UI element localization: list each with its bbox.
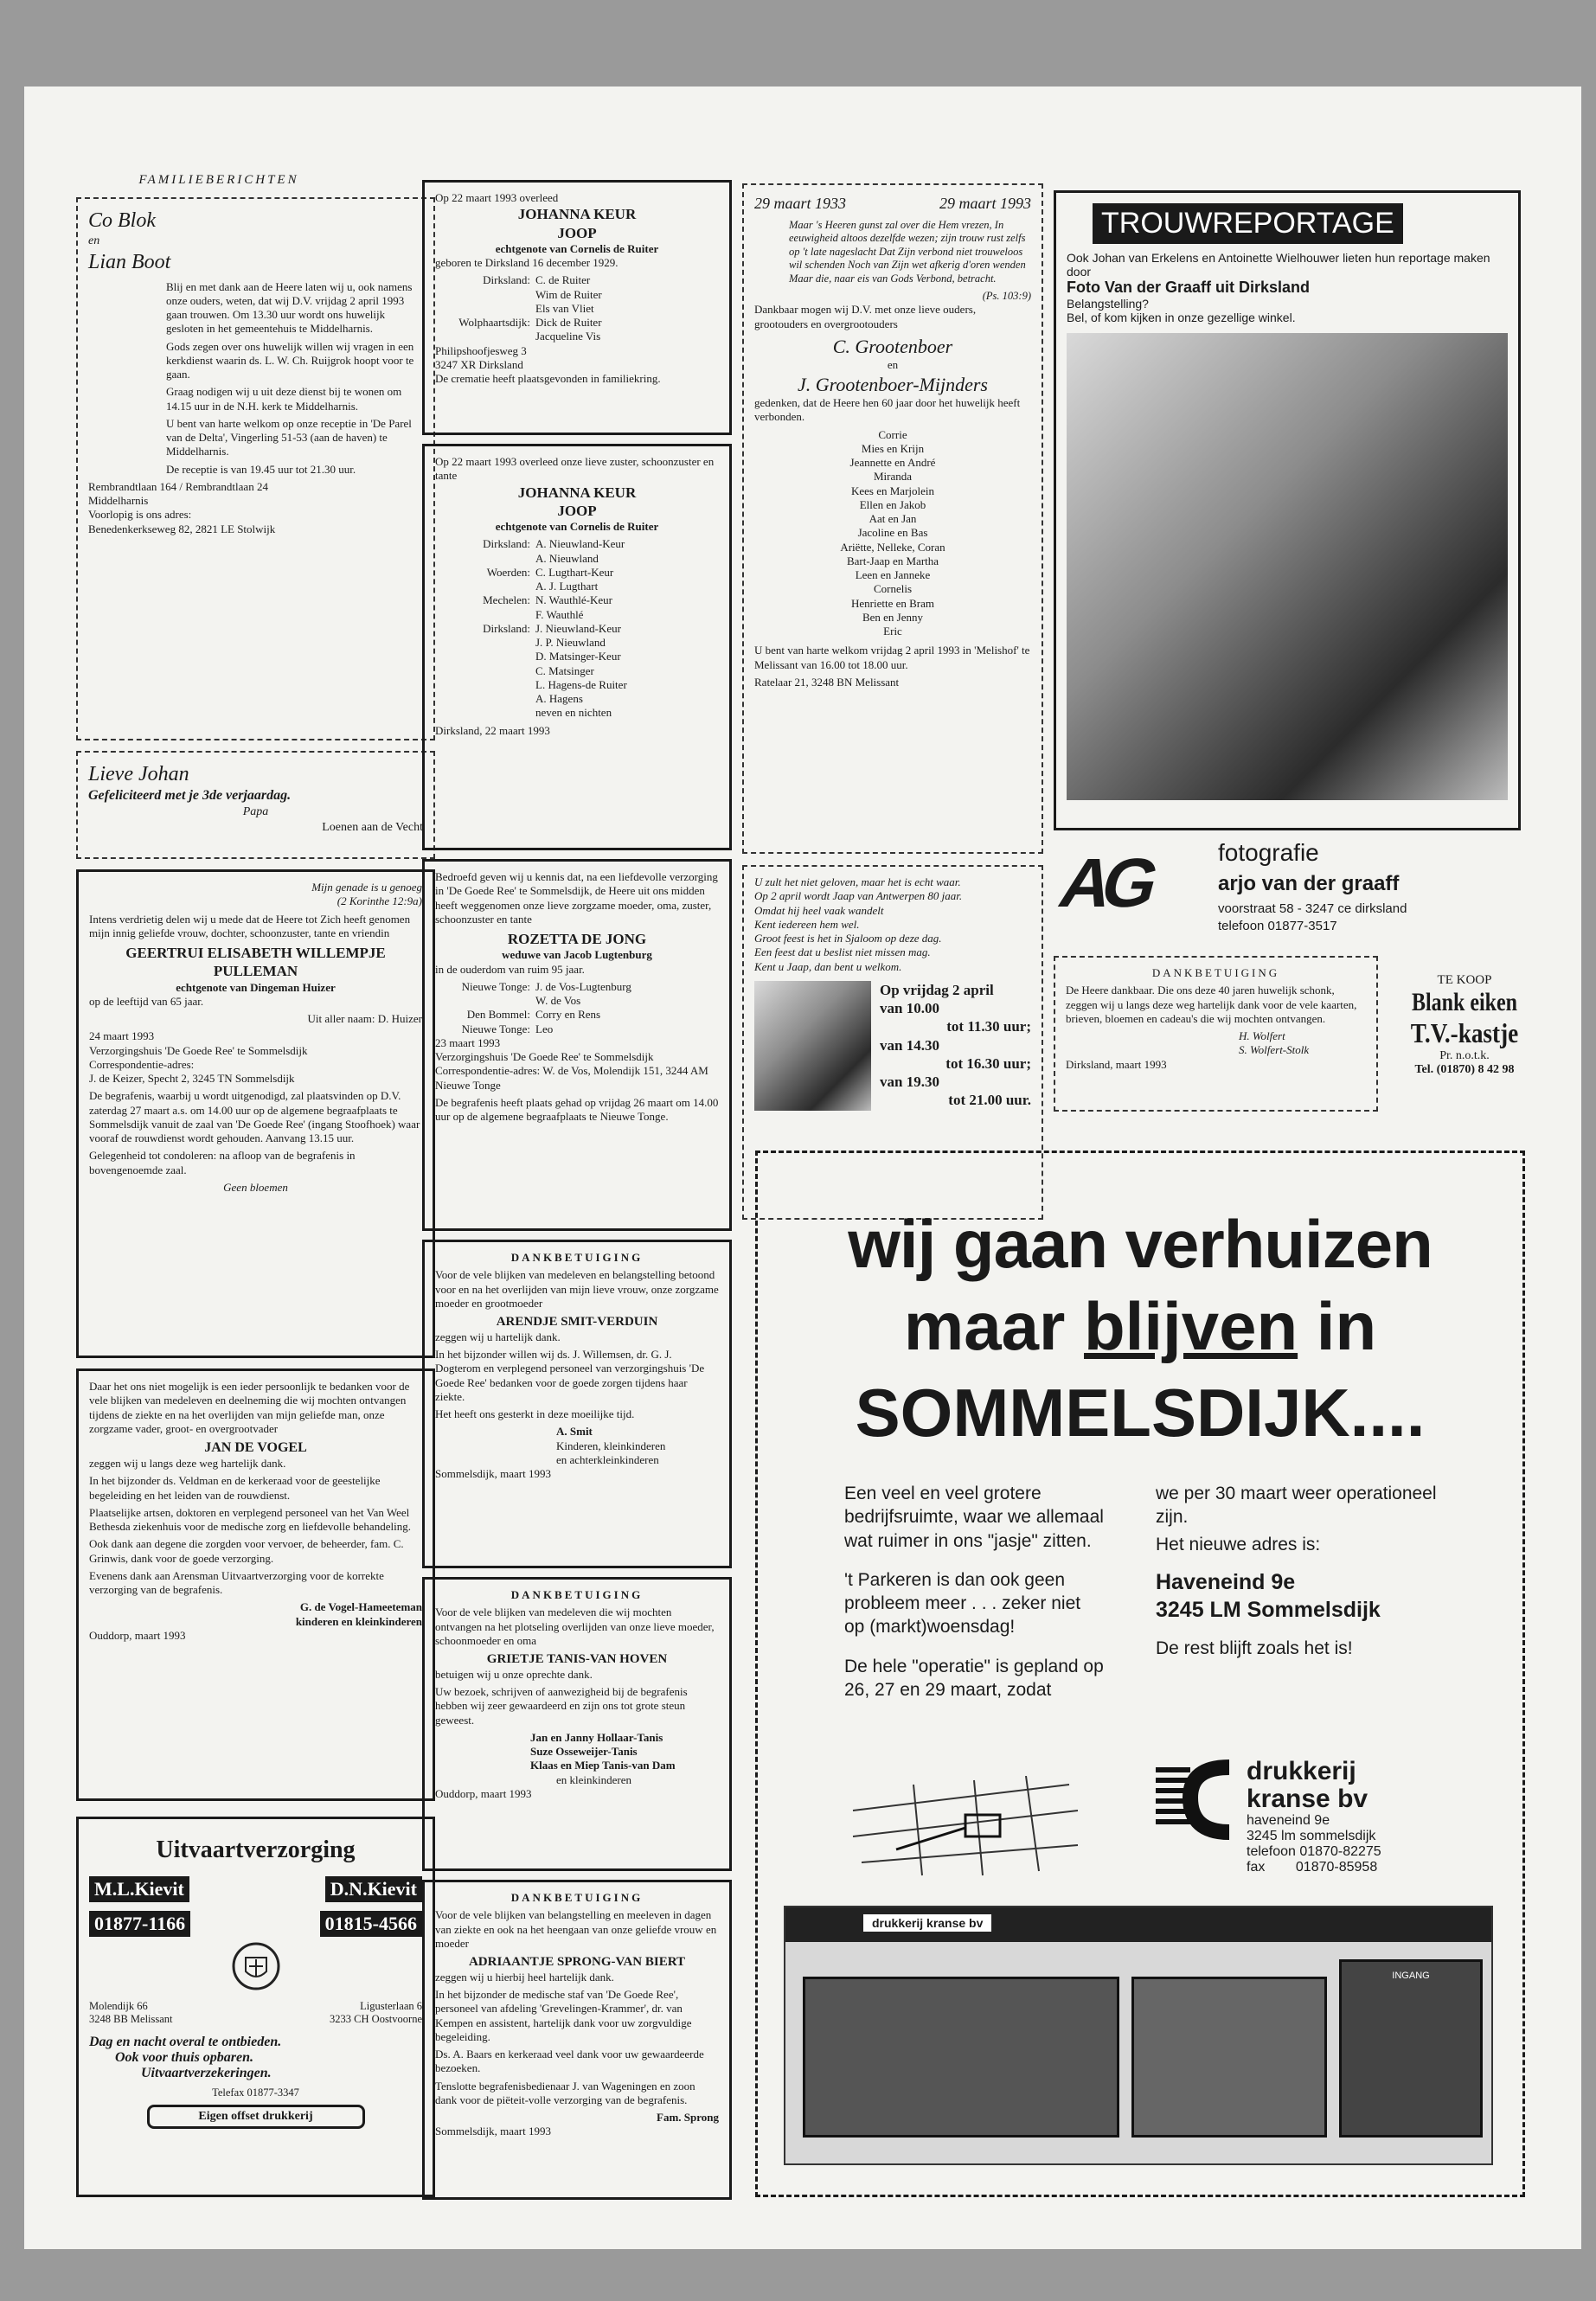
ad-phone-1: 01877-1166 — [89, 1911, 190, 1937]
anniv-text: Dankbaar mogen wij D.V. met onze lieve ouders, grootouders en overgrootouders — [754, 303, 977, 330]
thanks-intro: Voor de vele blijken van medeleven die wij mochten ontvangen na het plotseling overlijden van onze lieve moeder, schoonmoeder en oma — [435, 1606, 715, 1647]
wedding-photo — [1067, 333, 1508, 800]
co-name-2: kranse bv — [1247, 1785, 1368, 1813]
jaap-line-5: Groot feest is het in Sjaloom op deze dag. — [754, 932, 942, 945]
mourner-name: A. Hagens — [535, 692, 583, 705]
thanks-text: De Heere dankbaar. Die ons deze 40 jaren huwelijk schonk, zeggen wij u langs deze weg hartelijk dank voor de vele kaarten, brieven, bloemen en cadeau's die wij mochten ontvangen. — [1066, 984, 1357, 1025]
mourner-place — [435, 692, 535, 706]
thanks-text-2: zeggen wij u langs deze weg hartelijk dank. — [89, 1457, 286, 1470]
moving-right-5: De rest blijft zoals het is! — [1156, 1638, 1353, 1658]
mourner-name: D. Matsinger-Keur — [535, 650, 621, 663]
building-drawing — [784, 1906, 1493, 2165]
mourner-place — [435, 608, 535, 622]
deceased-name: JOHANNA KEUR — [517, 206, 637, 223]
moving-left-3: De hele "operatie" is gepland op 26, 27 en 29 maart, zodat — [844, 1656, 1104, 1701]
co-fax: fax 01870-85958 — [1247, 1860, 1378, 1875]
mourner-name: Dick de Ruiter — [535, 316, 602, 329]
thanks-intro: Voor de vele blijken van belangstelling en meeleven in dagen van ziekte en ook na het heengaan van onze geliefde vrouw en moeder — [435, 1908, 717, 1950]
mourner-row — [435, 302, 719, 316]
mourner-place — [435, 664, 535, 678]
family-member: Mies en Krijn — [861, 441, 925, 455]
age-line: op de leeftijd van 65 jaar. — [89, 994, 204, 1008]
thanks-title: DANKBETUIGING — [1151, 966, 1280, 979]
thanks-text-5: Tenslotte begrafenisbedienaar J. van Wageningen en zoon dank voor de piëteit-volle verzorging van de begrafenis. — [435, 2079, 695, 2106]
wife-name: J. Grootenboer-Mijnders — [798, 373, 988, 395]
time-from: Op vrijdag 2 april — [880, 981, 994, 998]
obit-intro: Op 22 maart 1993 overleed onze lieve zuster, schoonzuster en tante — [435, 455, 715, 483]
ad-slogan-2: Ook voor thuis opbaren. — [115, 2050, 254, 2065]
spouse-line: weduwe van Jacob Lugtenburg — [502, 948, 652, 962]
moving-ad — [755, 1150, 1525, 2197]
co-name-1: drukkerij — [1247, 1757, 1356, 1785]
wedding-addr-4: Benedenkerkseweg 82, 2821 LE Stolwijk — [88, 522, 276, 535]
mourner-row — [435, 330, 719, 343]
mourner-row — [435, 537, 719, 551]
mourner-place — [435, 706, 535, 720]
thanks-sprong — [422, 1880, 732, 2200]
trouw-title: TROUWREPORTAGE — [1093, 203, 1403, 244]
obituary-de-jong — [422, 859, 732, 1231]
thanks-smit — [422, 1240, 732, 1568]
anniv-date-1: 29 maart 1933 — [754, 195, 847, 212]
moving-right-1: we per 30 maart weer operationeel zijn. — [1156, 1484, 1437, 1528]
thanks-tanis — [422, 1577, 732, 1871]
jaap-line-6: Een feest dat u beslist niet missen mag. — [754, 945, 931, 959]
mourner-place — [435, 288, 535, 302]
trouw-text-1: Ook Johan van Erkelens en Antoinette Wielhouwer lieten hun reportage maken door — [1067, 251, 1490, 279]
corr-label: Correspondentie-adres: — [89, 1057, 195, 1071]
obit-date: 23 maart 1993 — [435, 1035, 501, 1049]
street-map — [844, 1776, 1086, 1880]
thanks-wolfert — [1054, 956, 1378, 1112]
mourner-place — [435, 636, 535, 650]
thanks-place: Ouddorp, maart 1993 — [435, 1786, 532, 1800]
mourner-name: A. Nieuwland-Keur — [535, 537, 625, 551]
mourner-place — [435, 580, 535, 593]
ad-phone-2: 01815-4566 — [320, 1911, 422, 1937]
ag-line-4: telefoon 01877-3517 — [1218, 919, 1337, 933]
thanks-text-2: zeggen wij u hierbij heel hartelijk dank. — [435, 1970, 614, 1984]
mourner-place: Dirksland: — [483, 537, 530, 551]
moving-left-2: 't Parkeren is dan ook geen probleem meer . . . zeker niet op (markt)woensdag! — [844, 1569, 1081, 1638]
mourner-row — [435, 288, 719, 302]
mourner-row — [435, 664, 719, 678]
anniversary-grootenboer — [742, 183, 1043, 854]
family-member: Ellen en Jakob — [859, 497, 926, 511]
sale-price: Pr. n.o.t.k. — [1439, 1049, 1490, 1062]
head-2-part-c: in — [1298, 1288, 1377, 1364]
birthday-text: Gefeliciteerd met je 3de verjaardag. — [88, 788, 292, 803]
sale-title: TE KOOP — [1437, 973, 1492, 987]
mourner-name: L. Hagens-de Ruiter — [535, 677, 627, 691]
sale-tel: Tel. (01870) 8 42 98 — [1414, 1063, 1515, 1076]
time-row — [880, 981, 1031, 999]
jaap-line-1: U zult het niet geloven, maar het is echt waar. — [754, 875, 961, 888]
time-from: van 14.30 — [880, 1036, 939, 1054]
jaap-photo — [754, 981, 871, 1111]
thanks-text-3: In het bijzonder willen wij ds. J. Willemsen, dr. G. J. Dogterom en verplegend personeel van verzorgingshuis 'De Goede Ree' bedanken voor de goede zorgen tijdens haar ziekte. — [435, 1348, 705, 1403]
mourner-place — [435, 552, 535, 566]
thanks-text-2: zeggen wij u hartelijk dank. — [435, 1330, 561, 1343]
co-phone: telefoon 01870-82275 — [1247, 1844, 1381, 1859]
family-member: Ben en Jenny — [862, 610, 924, 624]
thanks-place: Sommelsdijk, maart 1993 — [435, 2125, 551, 2138]
head-2-part-b: blijven — [1084, 1288, 1298, 1364]
birthday-announcement — [76, 751, 435, 859]
family-member: Kees en Marjolein — [850, 484, 935, 497]
mourner-name: J. de Vos-Lugtenburg — [535, 979, 631, 993]
thanks-sign-1: G. de Vogel-Hameeteman — [299, 1600, 422, 1614]
jaap-line-2: Op 2 april wordt Jaap van Antwerpen 80 jaar. — [754, 889, 963, 903]
mourner-name: F. Wauthlé — [535, 607, 584, 621]
thanks-sign-1: A. Smit — [556, 1425, 593, 1439]
ag-logo: AG — [1052, 844, 1160, 921]
mourner-name: Wim de Ruiter — [535, 287, 602, 301]
thanks-text-4: Plaatselijke artsen, doktoren en verplegend personeel van het Van Weel Bethesda ziekenhuis voor de medische zorg en liefdevolle behandeling. — [89, 1505, 411, 1533]
obit-place: Verzorgingshuis 'De Goede Ree' te Sommelsdijk — [89, 1043, 308, 1057]
time-row — [880, 1036, 1031, 1054]
co-addr-2: 3245 lm sommelsdijk — [1247, 1829, 1376, 1843]
thanks-sign-2: kinderen en kleinkinderen — [295, 1614, 422, 1628]
deceased-name: ROZETTA DE JONG — [507, 931, 647, 947]
mourner-name: C. Lugthart-Keur — [535, 565, 614, 579]
time-row — [880, 999, 1031, 1017]
cremation-note: De crematie heeft plaatsgevonden in familiekring. — [435, 372, 661, 385]
thanks-sign-2: Kinderen, kleinkinderen — [556, 1439, 666, 1452]
mourner-row — [435, 650, 719, 663]
mourner-row — [435, 1008, 719, 1022]
deceased-nickname: JOOP — [557, 502, 597, 519]
wedding-addr-1: Rembrandtlaan 164 / Rembrandtlaan 24 — [88, 479, 268, 493]
obituary-keur-1 — [422, 180, 732, 435]
building-windows-mid — [1131, 1977, 1327, 2138]
mourner-name: W. de Vos — [535, 994, 581, 1007]
thanks-sign-3: en achterkleinkinderen — [556, 1452, 659, 1466]
ad-addr-2a: Ligusterlaan 6 — [360, 2000, 422, 2012]
mourner-row — [435, 980, 719, 994]
deceased-nickname: JOOP — [557, 224, 597, 241]
wedding-text-5: De receptie is van 19.45 uur tot 21.30 uur. — [166, 462, 356, 476]
spouse-line: echtgenote van Cornelis de Ruiter — [495, 241, 659, 255]
psalm-text: Maar 's Heeren gunst zal over die Hem vrezen, In eeuwigheid altoos dezelfde wezen; zijn trouw rust zelfs op 't late nageslacht Dat Zijn verbond niet trouweloos wil schenden Noch van Zijn wet afkerig d'oren wenden Maar die, naar eis van Gods Verbond, betracht. — [789, 218, 1026, 285]
moving-head-1: wij gaan verhuizen — [848, 1206, 1433, 1282]
mourner-row — [435, 692, 719, 706]
family-member: Jeannette en André — [849, 456, 936, 469]
wedding-text-2: Gods zegen over ons huwelijk willen wij vragen in een kerkdienst waarin ds. L. W. Ch. Ruijgrok hoopt voor te gaan. — [166, 339, 414, 381]
deceased-name: JOHANNA KEUR — [517, 484, 637, 501]
funeral-text: De begrafenis heeft plaats gehad op vrijdag 26 maart om 14.00 uur op de algemene begraafplaats te Nieuwe Tonge. — [435, 1095, 719, 1123]
mourner-place: Wolphaartsdijk: — [458, 316, 530, 329]
and-word: en — [88, 234, 100, 247]
time-from: van 10.00 — [880, 1000, 939, 1016]
sale-item-2: T.V.-kastje — [1410, 1017, 1519, 1048]
mourner-row — [435, 994, 719, 1008]
jaap-line-7: Kent u Jaap, dan bent u welkom. — [754, 959, 902, 973]
moving-head-3: SOMMELSDIJK.... — [855, 1375, 1426, 1451]
building-sign: drukkerij kranse bv — [863, 1914, 991, 1932]
mourners-list — [435, 980, 719, 1036]
mourner-row — [435, 316, 719, 330]
trouw-text-3: Belangstelling? — [1067, 297, 1149, 311]
ad-fax: Telefax 01877-3347 — [212, 2086, 299, 2099]
thanks-sign-1: H. Wolfert — [1239, 1029, 1285, 1042]
ad-addr-1a: Molendijk 66 — [89, 2000, 148, 2012]
thanks-sign-1: Jan en Janny Hollaar-Tanis — [530, 1730, 663, 1744]
mourner-row — [435, 608, 719, 622]
corr-address: Correspondentie-adres: W. de Vos, Molendijk 151, 3244 AM Nieuwe Tonge — [435, 1064, 708, 1092]
mourner-row — [435, 593, 719, 607]
family-member: Jacoline en Bas — [857, 526, 928, 540]
time-to: tot 11.30 uur; — [946, 1018, 1031, 1035]
mourner-row — [435, 580, 719, 593]
husband-name: C. Grootenboer — [832, 335, 953, 357]
spouse-line: echtgenote van Dingeman Huizer — [176, 980, 336, 994]
birthday-name: Lieve Johan — [88, 763, 189, 785]
thanks-sign: Fam. Sprong — [657, 2111, 719, 2124]
thanks-sign-2: S. Wolfert-Stolk — [1239, 1043, 1310, 1057]
mourner-row — [435, 706, 719, 720]
spouse-line: echtgenote van Cornelis de Ruiter — [495, 520, 659, 533]
mourner-place: Nieuwe Tonge: — [461, 979, 530, 993]
mourner-place: Den Bommel: — [466, 1008, 530, 1022]
mourner-name: C. de Ruiter — [535, 273, 591, 287]
obit-intro: Op 22 maart 1993 overleed — [435, 191, 559, 204]
thanks-place: Dirksland, maart 1993 — [1066, 1057, 1167, 1071]
funeral-service-ad — [76, 1817, 435, 2197]
deceased-name: GEERTRUI ELISABETH WILLEMPJE PULLEMAN — [125, 945, 386, 980]
mourner-place: Woerden: — [486, 565, 530, 579]
time-row — [880, 1054, 1031, 1073]
mourners-list — [435, 273, 719, 343]
thanks-sign-4: en kleinkinderen — [556, 1772, 631, 1786]
family-member: Henriette en Bram — [850, 596, 934, 610]
moving-left-1: Een veel en veel grotere bedrijfsruimte, waar we allemaal wat ruimer in ons "jasje" zitten. — [844, 1484, 1104, 1551]
age-line: in de ouderdom van ruim 95 jaar. — [435, 962, 585, 976]
moving-right-3: Haveneind 9e — [1156, 1569, 1296, 1594]
entrance-label: INGANG — [1392, 1971, 1430, 1981]
family-member: Leen en Janneke — [855, 568, 931, 581]
wedding-text-3: Graag nodigen wij u uit deze dienst bij te wonen om 14.15 uur in de N.H. kerk te Middelharnis. — [166, 385, 402, 413]
mourners-list — [435, 537, 719, 720]
head-2-part-a: maar — [903, 1288, 1085, 1364]
ag-line-1: fotografie — [1218, 839, 1319, 866]
quote: Mijn genade is u genoeg — [311, 881, 422, 894]
obit-place: Dirksland, 22 maart 1993 — [435, 723, 550, 737]
family-member: Miranda — [873, 470, 913, 484]
anniv-text-2: gedenken, dat de Heere hen 60 jaar door het huwelijk heeft verbonden. — [754, 396, 1021, 424]
family-member: Aat en Jan — [869, 512, 917, 525]
wedding-announcement — [76, 197, 435, 740]
mourner-place: Mechelen: — [483, 593, 530, 607]
mourner-name: A. Nieuwland — [535, 551, 599, 565]
thanks-name: ADRIAANTJE SPRONG-VAN BIERT — [468, 1955, 686, 1969]
thanks-place: Ouddorp, maart 1993 — [89, 1628, 186, 1642]
thanks-text-3: In het bijzonder de medische staf van 'De Goede Ree', personeel van afdeling 'Grevelingen-Krammer', dr. van Kempen en assistent, hartelijk dank voor uw zorgvuldige begeleiding. — [435, 1988, 692, 2043]
thanks-name: ARENDJE SMIT-VERDUIN — [496, 1315, 658, 1329]
mourner-row — [435, 273, 719, 287]
mourner-place — [435, 650, 535, 663]
mourner-row — [435, 636, 719, 650]
time-from: van 19.30 — [880, 1074, 939, 1090]
ag-line-2: arjo van der graaff — [1218, 872, 1400, 895]
moving-head-2 — [758, 1287, 1522, 1366]
thanks-sign-3: Klaas en Miep Tanis-van Dam — [530, 1759, 676, 1772]
wedding-addr-3: Voorlopig is ons adres: — [88, 508, 192, 522]
jaap-line-4: Kent iedereen hem wel. — [754, 917, 860, 931]
mourner-row — [435, 678, 719, 692]
wedding-addr-2: Middelharnis — [88, 494, 149, 507]
mourner-place — [435, 678, 535, 692]
moving-right-2: Het nieuwe adres is: — [1156, 1534, 1321, 1554]
ad-slogan-1: Dag en nacht overal te ontbieden. — [89, 2035, 282, 2049]
mourner-name: J. Nieuwland-Keur — [535, 621, 621, 635]
birthday-from: Papa — [242, 805, 269, 818]
groom-name: Co Blok — [88, 209, 156, 232]
thanks-text-4: Het heeft ons gesterkt in deze moeilijke tijd. — [435, 1407, 635, 1420]
wedding-text-4: U bent van harte welkom op onze receptie in 'De Parel van de Delta', Vingerling 51-53 (aan de haven) te Middelharnis. — [166, 416, 412, 458]
mourner-name: Els van Vliet — [535, 301, 594, 315]
thanks-title: DANKBETUIGING — [510, 1251, 644, 1264]
and-word: en — [887, 358, 899, 372]
thanks-intro: Voor de vele blijken van medeleven en belangstelling betoond voor en na het overlijden van mijn lieve vrouw, onze zorgzame moeder en grootmoeder — [435, 1268, 719, 1310]
jaap-line-3: Omdat hij heel vaak wandelt — [754, 903, 884, 917]
family-member: Corrie — [878, 427, 907, 441]
crest-icon — [89, 1940, 422, 1997]
corr-address: J. de Keizer, Specht 2, 3245 TN Sommelsdijk — [89, 1072, 295, 1085]
wedding-text: Blij en met dank aan de Heere laten wij u, ook namens onze ouders, weten, dat wij D.V. vrijdag 2 april 1993 gaan trouwen. Om 13.30 uur wordt ons huwelijk gesloten in het gemeentehuis te Middelharnis. — [166, 279, 413, 336]
thanks-sign-2: Suze Osseweijer-Tanis — [530, 1745, 638, 1758]
quote-ref: (2 Korinthe 12:9a) — [337, 894, 422, 908]
obituary-keur-2 — [422, 444, 732, 850]
thanks-intro: Daar het ons niet mogelijk is een ieder persoonlijk te bedanken voor de vele blijken van medeleven en deelneming die wij mochten ontvangen tijdens de ziekte en na het overlijden van mijn geliefde man, onze zorgzame vader, groot- en overgrootvader — [89, 1380, 410, 1435]
thanks-text-6: Evenens dank aan Arensman Uitvaartverzorging voor de korrekte verzorging van de begrafenis. — [89, 1568, 384, 1596]
mourner-row — [435, 552, 719, 566]
anniv-address: Ratelaar 21, 3248 BN Melissant — [754, 675, 900, 689]
newspaper-page — [24, 87, 1581, 2249]
time-to: tot 16.30 uur; — [945, 1054, 1031, 1072]
time-row — [880, 1017, 1031, 1035]
building-windows-left — [803, 1977, 1119, 2138]
mourner-name: Corry en Rens — [535, 1008, 601, 1022]
jaap-times — [871, 981, 1031, 1111]
building-entrance — [1339, 1959, 1483, 2138]
obit-date: 24 maart 1993 — [89, 1029, 155, 1043]
bride-name: Lian Boot — [88, 250, 171, 273]
co-addr-1: haveneind 9e — [1247, 1813, 1330, 1828]
mourner-name: N. Wauthlé-Keur — [535, 593, 612, 607]
trouw-text-4: Bel, of kom kijken in onze gezellige winkel. — [1067, 311, 1296, 324]
ag-photography-ad — [1054, 839, 1521, 943]
ad-name-1: M.L.Kievit — [89, 1876, 189, 1902]
for-sale-ad — [1387, 973, 1542, 1103]
thanks-text-3: In het bijzonder ds. Veldman en de kerkeraad voor de geestelijke begeleiding en het leiden van de rouwdienst. — [89, 1474, 381, 1502]
born-line: geboren te Dirksland 16 december 1929. — [435, 256, 619, 269]
ad-title: Uitvaartverzorging — [156, 1836, 356, 1863]
thanks-title: DANKBETUIGING — [510, 1588, 644, 1601]
thanks-text-2: betuigen wij u onze oprechte dank. — [435, 1667, 593, 1681]
anniv-date-2: 29 maart 1993 — [939, 195, 1031, 212]
flowers-note: Geen bloemen — [223, 1180, 288, 1194]
mourner-place: Nieuwe Tonge: — [461, 1022, 530, 1035]
address-1: Philipshoofjesweg 3 — [435, 343, 527, 357]
mourner-place: Dirksland: — [483, 273, 530, 287]
mourner-name: Leo — [535, 1022, 554, 1035]
thanks-text-3: Uw bezoek, schrijven of aanwezigheid bij de begrafenis hebben wij zeer gewaardeerd en zijn ons tot grote steun geweest. — [435, 1685, 688, 1727]
obit-intro: Bedroefd geven wij u kennis dat, na een liefdevolle verzorging in 'De Goede Ree' te Sommelsdijk, de Heere uit ons midden heeft weggenomen onze lieve zorgzame moeder, oma, zuster, schoonzuster en tante — [435, 870, 718, 926]
psalm-ref: (Ps. 103:9) — [982, 289, 1031, 302]
trouw-text-2: Foto Van der Graaff uit Dirksland — [1067, 279, 1311, 296]
funeral-text: De begrafenis, waarbij u wordt uitgenodigd, zal plaatsvinden op D.V. zaterdag 27 maart a.s. om 14.00 uur op de algemene begraafplaats te Sommelsdijk vanuit de zaal van 'De Goede Ree' (ingang Stoofhoek) waar vooraf de rouwdienst wordt gehouden. Aanvang 13.15 uur. — [89, 1089, 420, 1144]
moving-right-4: 3245 LM Sommelsdijk — [1156, 1598, 1381, 1623]
section-header: FAMILIEBERICHTEN — [138, 173, 299, 187]
time-to: tot 21.00 uur. — [948, 1092, 1031, 1109]
condole-text: Gelegenheid tot condoleren: na afloop van de begrafenis in bovengenoemde zaal. — [89, 1149, 356, 1176]
time-row — [880, 1073, 1031, 1091]
ad-addr-1b: 3248 BB Melissant — [89, 2013, 173, 2025]
thanks-text-5: Ook dank aan degene die zorgden voor vervoer, de beheerder, fam. C. Grinwis, dank voor de goede verzorging. — [89, 1537, 404, 1565]
birthday-place: Loenen aan de Vecht — [322, 820, 423, 834]
obituary-pulleman — [76, 869, 435, 1358]
time-row — [880, 1091, 1031, 1109]
obit-place: Verzorgingshuis 'De Goede Ree' te Sommelsdijk — [435, 1050, 654, 1063]
thanks-text-4: Ds. A. Baars en kerkeraad veel dank voor uw gewaardeerde bezoeken. — [435, 2048, 704, 2075]
thanks-name: GRIETJE TANIS-VAN HOVEN — [486, 1652, 668, 1666]
family-member: Eric — [883, 625, 902, 638]
ad-slogan-3: Uitvaartverzekeringen. — [141, 2066, 272, 2080]
sale-item-1: Blank eiken — [1411, 988, 1518, 1016]
family-member: Ariëtte, Nelleke, Coran — [840, 540, 945, 554]
mourner-place — [435, 330, 535, 343]
mourner-row — [435, 622, 719, 636]
thanks-de-vogel — [76, 1368, 435, 1801]
mourner-row — [435, 566, 719, 580]
mourner-name: C. Matsinger — [535, 663, 594, 677]
family-member: Cornelis — [873, 582, 913, 596]
thanks-title: DANKBETUIGING — [510, 1891, 644, 1904]
mourner-name: J. P. Nieuwland — [535, 636, 606, 649]
ad-addr-2b: 3233 CH Oostvoorne — [330, 2013, 422, 2025]
kranse-logo-icon — [1156, 1759, 1234, 1845]
thanks-name: JAN DE VOGEL — [204, 1440, 307, 1455]
thanks-place: Sommelsdijk, maart 1993 — [435, 1467, 551, 1480]
mourner-name: Jacqueline Vis — [535, 330, 601, 343]
mourner-name: neven en nichten — [535, 706, 612, 720]
address-2: 3247 XR Dirksland — [435, 357, 523, 371]
anniv-text-3: U bent van harte welkom vrijdag 2 april 1993 in 'Melishof' te Melissant van 16.00 tot 18.00 uur. — [754, 644, 1030, 671]
ag-line-3: voorstraat 58 - 3247 ce dirksland — [1218, 901, 1407, 916]
ad-name-2: D.N.Kievit — [325, 1876, 422, 1902]
mourner-place — [435, 302, 535, 316]
family-member: Bart-Jaap en Martha — [846, 554, 939, 567]
obit-intro: Intens verdrietig delen wij u mede dat de Heere tot Zich heeft genomen mijn innig geliefde vrouw, dochter, schoonzuster, tante en vriendin — [89, 912, 411, 939]
family-list — [754, 428, 1031, 639]
signed-line: Uit aller naam: D. Huizer — [307, 1012, 422, 1025]
ad-press: Eigen offset drukkerij — [147, 2105, 365, 2129]
mourner-place — [435, 994, 535, 1008]
mourner-place: Dirksland: — [483, 621, 530, 635]
mourner-name: A. J. Lugthart — [535, 580, 599, 593]
trouwreportage-ad — [1054, 190, 1521, 830]
mourner-row — [435, 1022, 719, 1036]
